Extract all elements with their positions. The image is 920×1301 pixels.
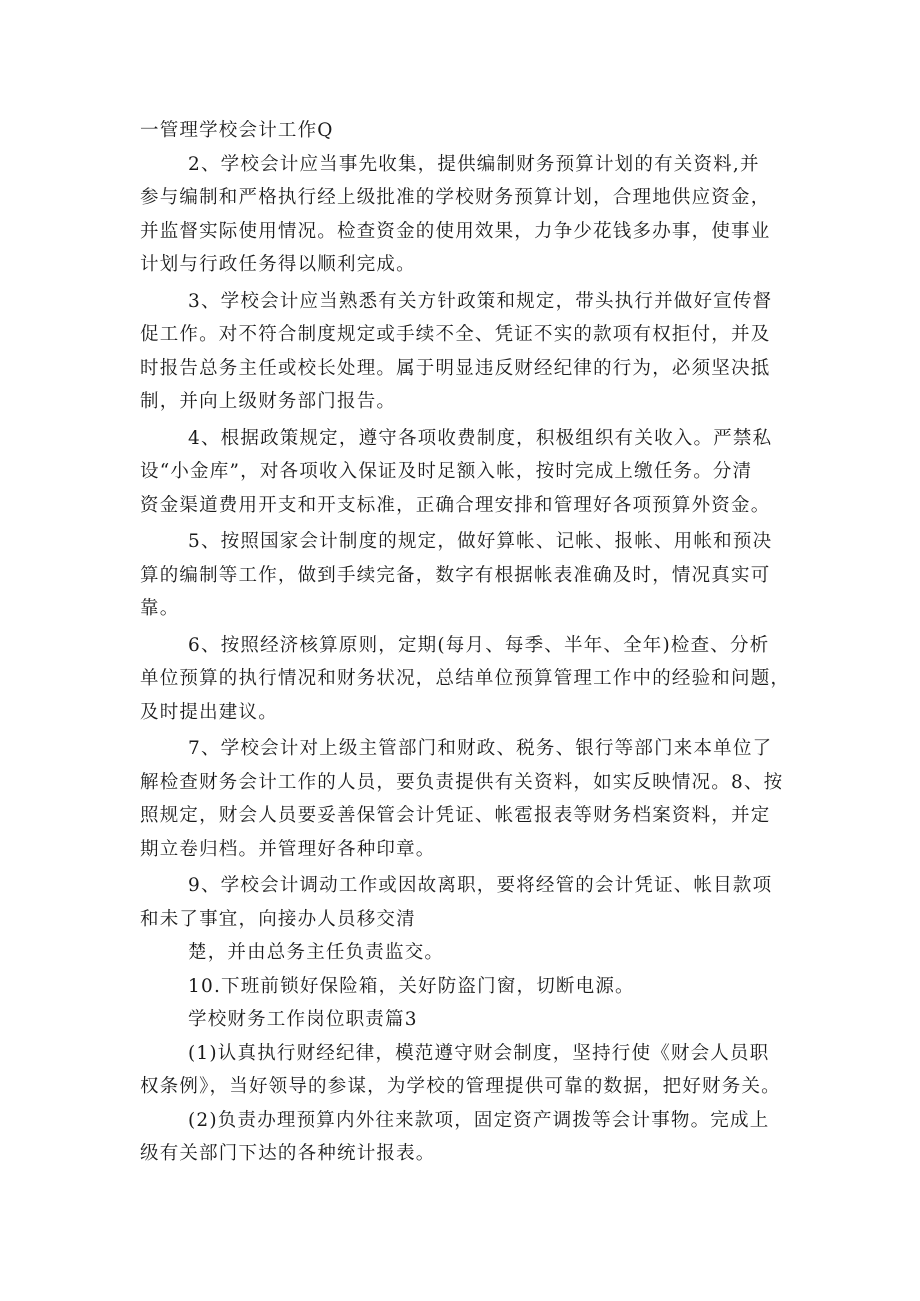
paragraph-3-start: 3、学校会计应当熟悉有关方针政策和规定，带头执行并做好宣传督 — [188, 290, 773, 312]
text-line: 并监督实际使用情况。检查资金的使用效果，力争少花钱多办事，使事业 — [140, 220, 771, 242]
text-line: 制，并向上级财务部门报告。 — [140, 391, 397, 412]
text-line: 楚，并由总务主任负责监交。 — [188, 942, 445, 963]
text-line: 照规定，财会人员要妥善保管会计凭证、帐雹报表等财务档案资料，并定 — [140, 805, 771, 826]
section-heading: 学校财务工作岗位职责篇3 — [188, 1009, 418, 1030]
paragraph-4-start: 4、根据政策规定，遵守各项收费制度，积极组织有关收入。严禁私 — [188, 427, 773, 449]
text-line: 单位预算的执行情况和财务状况，总结单位预算管理工作中的经验和问题， — [140, 668, 791, 689]
text-line: 参与编制和严格执行经上级批准的学校财务预算计划，合理地供应资金， — [140, 187, 771, 208]
text-line: 解检查财务会计工作的人员，要负责提供有关资料，如实反映情况。8、按 — [140, 771, 784, 793]
paragraph-9-start: 9、学校会计调动工作或因故离职，要将经管的会计凭证、帐目款项 — [188, 875, 773, 896]
text-line: 级有关部门下达的各种统计报表。 — [140, 1143, 436, 1164]
text-line: 期立卷归档。并管理好各种印章。 — [140, 838, 436, 860]
text-line: 一管理学校会计工作Q — [140, 120, 334, 141]
paragraph-6-start: 6、按照经济核算原则，定期(每月、每季、半年、全年)检查、分析 — [188, 634, 770, 656]
document-page — [140, 114, 790, 1171]
paragraph-10: 10.下班前锁好保险箱，关好防盗门窗，切断电源。 — [188, 975, 635, 997]
paragraph-2-start: 2、学校会计应当事先收集，提供编制财务预算计划的有关资料,并 — [188, 153, 760, 175]
text-line: 设“小金库”，对各项收入保证及时足额入帐，按时完成上缴任务。分清 — [140, 461, 753, 482]
text-line: 算的编制等工作，做到手续完备，数字有根据帐表准确及时，情况真实可 — [140, 564, 771, 586]
text-line: 促工作。对不符合制度规定或手续不全、凭证不实的款项有权拒付，并及 — [140, 324, 771, 345]
paragraph-5-start: 5、按照国家会计制度的规定，做好算帐、记帐、报帐、用帐和预决 — [188, 531, 773, 552]
item-2-start: (2)负责办理预算内外往来款项，固定资产调拨等会计事物。完成上 — [188, 1109, 770, 1131]
text-line: 靠。 — [140, 598, 180, 619]
text-line: 计划与行政任务得以顺利完成。 — [140, 254, 416, 275]
text-line: 及时提出建议。 — [140, 701, 278, 723]
text-line: 权条例》，当好领导的参谋，为学校的管理提供可靠的数据，把好财务关。 — [140, 1076, 781, 1097]
item-1-start: (1)认真执行财经纪律，模范遵守财会制度，坚持行使《财会人员职 — [188, 1042, 770, 1064]
paragraph-7-start: 7、学校会计对上级主管部门和财政、税务、银行等部门来本单位了 — [188, 738, 773, 759]
text-line: 和未了事宜，向接办人员移交清 — [140, 908, 416, 930]
text-line: 时报告总务主任或校长处理。属于明显违反财经纪律的行为，必须坚决抵 — [140, 357, 771, 379]
text-line: 资金渠道费用开支和开支标准，正确合理安排和管理好各项预算外资金。 — [140, 494, 771, 516]
